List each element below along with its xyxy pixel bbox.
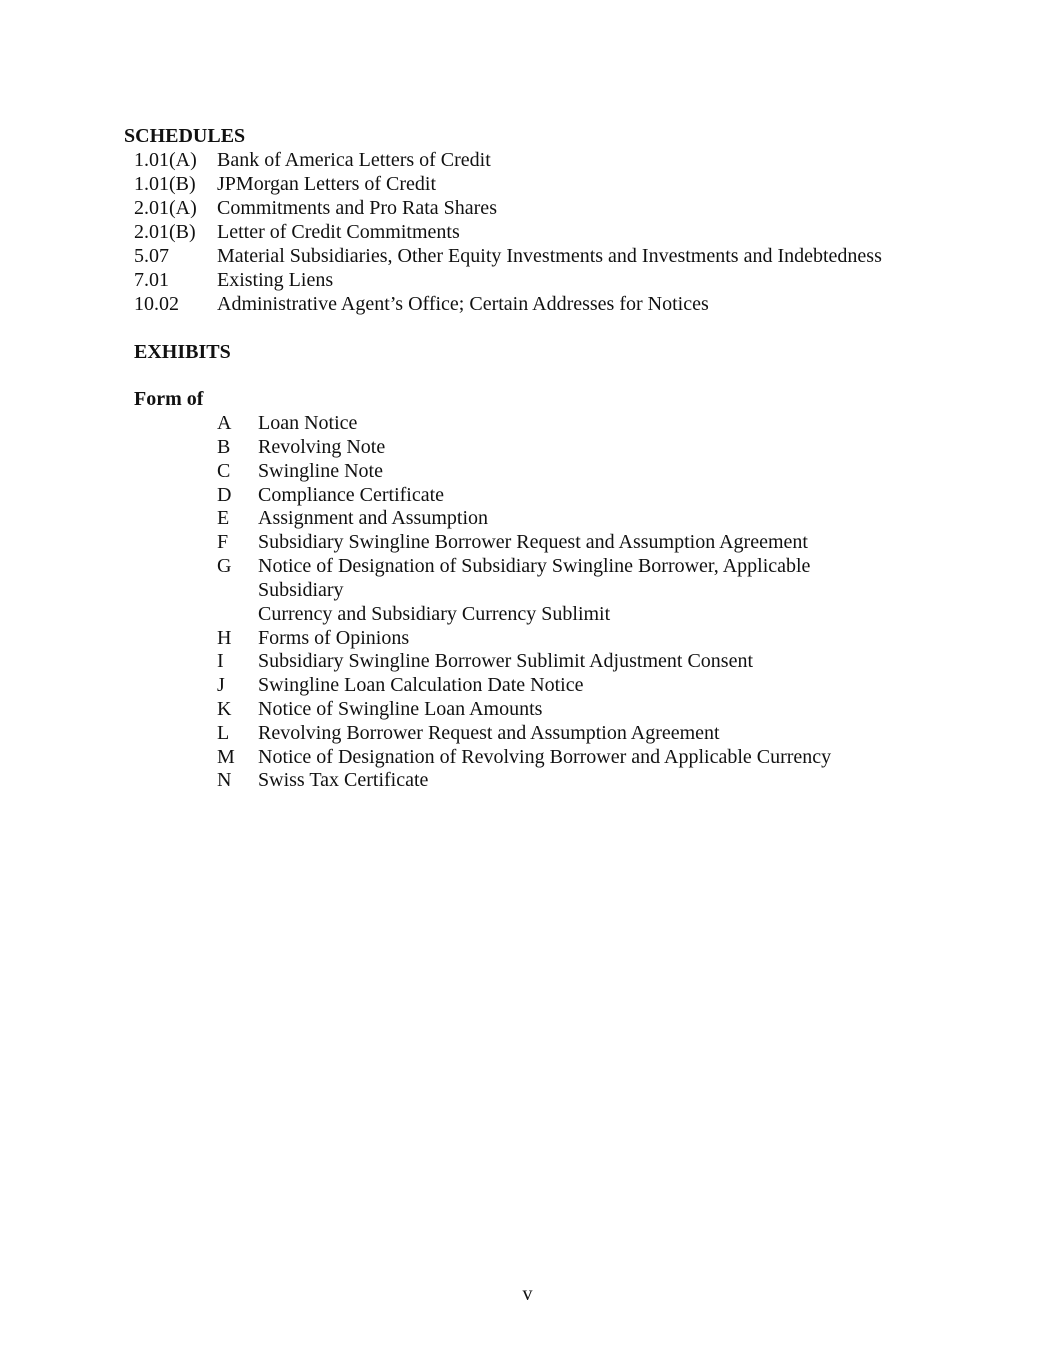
exhibit-title-continued: Currency and Subsidiary Currency Sublimit (258, 603, 611, 625)
schedule-row (134, 292, 934, 316)
exhibit-title: Revolving Borrower Request and Assumption Agreement (258, 722, 720, 744)
schedule-title: Administrative Agent’s Office; Certain Addresses for Notices (217, 293, 709, 315)
exhibit-title: Assignment and Assumption (258, 507, 489, 529)
exhibit-title: Revolving Note (258, 436, 386, 458)
exhibit-row (217, 530, 917, 554)
schedule-title: JPMorgan Letters of Credit (217, 173, 437, 195)
exhibit-row (217, 673, 917, 697)
exhibit-letter: F (217, 531, 229, 553)
schedule-number: 2.01(A) (134, 197, 197, 219)
exhibit-row-continuation (217, 578, 917, 602)
schedule-number: 5.07 (134, 245, 169, 267)
exhibit-title: Swingline Loan Calculation Date Notice (258, 674, 584, 696)
exhibit-letter: G (217, 555, 232, 577)
schedule-number: 1.01(B) (134, 173, 196, 195)
schedule-title: Letter of Credit Commitments (217, 221, 460, 243)
exhibit-row-continuation (217, 602, 917, 626)
schedules-heading: SCHEDULES (124, 125, 246, 147)
schedule-number: 2.01(B) (134, 221, 196, 243)
exhibits-heading: EXHIBITS (134, 341, 231, 363)
schedule-number: 10.02 (134, 293, 179, 315)
exhibit-title: Subsidiary Swingline Borrower Request and Assumption Agreement (258, 531, 808, 553)
exhibit-title: Notice of Designation of Subsidiary Swingline Borrower, Applicable (258, 555, 811, 577)
schedule-row (134, 244, 934, 268)
exhibit-row (217, 697, 917, 721)
exhibit-letter: D (217, 484, 232, 506)
exhibit-letter: A (217, 412, 232, 434)
exhibit-row (217, 435, 917, 459)
exhibit-title: Notice of Swingline Loan Amounts (258, 698, 543, 720)
exhibit-letter: L (217, 722, 230, 744)
schedule-row (134, 268, 934, 292)
schedule-title: Existing Liens (217, 269, 334, 291)
exhibit-title: Compliance Certificate (258, 484, 445, 506)
exhibit-title: Notice of Designation of Revolving Borrower and Applicable Currency (258, 746, 832, 768)
schedule-row (134, 148, 934, 172)
exhibit-letter: M (217, 746, 235, 768)
exhibit-letter: J (217, 674, 225, 696)
exhibit-title: Loan Notice (258, 412, 358, 434)
exhibit-letter: H (217, 627, 232, 649)
exhibit-title: Subsidiary Swingline Borrower Sublimit Adjustment Consent (258, 650, 753, 672)
schedule-number: 1.01(A) (134, 149, 197, 171)
exhibit-row (217, 411, 917, 435)
exhibit-row (217, 554, 917, 578)
exhibit-letter: B (217, 436, 231, 458)
exhibit-row (217, 626, 917, 650)
schedule-title: Commitments and Pro Rata Shares (217, 197, 497, 219)
exhibit-row (217, 721, 917, 745)
exhibit-title: Swingline Note (258, 460, 383, 482)
exhibit-row (217, 506, 917, 530)
exhibit-row (217, 483, 917, 507)
exhibits-form-of-subheading: Form of (134, 388, 204, 410)
schedule-row (134, 196, 934, 220)
exhibit-letter: K (217, 698, 232, 720)
exhibit-row (217, 768, 917, 792)
exhibit-row (217, 745, 917, 769)
exhibit-row (217, 649, 917, 673)
schedule-number: 7.01 (134, 269, 169, 291)
schedule-title: Bank of America Letters of Credit (217, 149, 491, 171)
schedule-row (134, 220, 934, 244)
schedule-title: Material Subsidiaries, Other Equity Investments and Investments and Indebtedness (217, 245, 882, 267)
exhibit-letter: C (217, 460, 231, 482)
exhibit-letter: E (217, 507, 230, 529)
page-number: v (522, 1283, 533, 1305)
exhibit-letter: I (217, 650, 224, 672)
exhibit-row (217, 459, 917, 483)
schedule-row (134, 172, 934, 196)
exhibit-letter: N (217, 769, 232, 791)
exhibit-title-continued: Subsidiary (258, 579, 344, 601)
exhibit-title: Forms of Opinions (258, 627, 410, 649)
exhibit-title: Swiss Tax Certificate (258, 769, 429, 791)
